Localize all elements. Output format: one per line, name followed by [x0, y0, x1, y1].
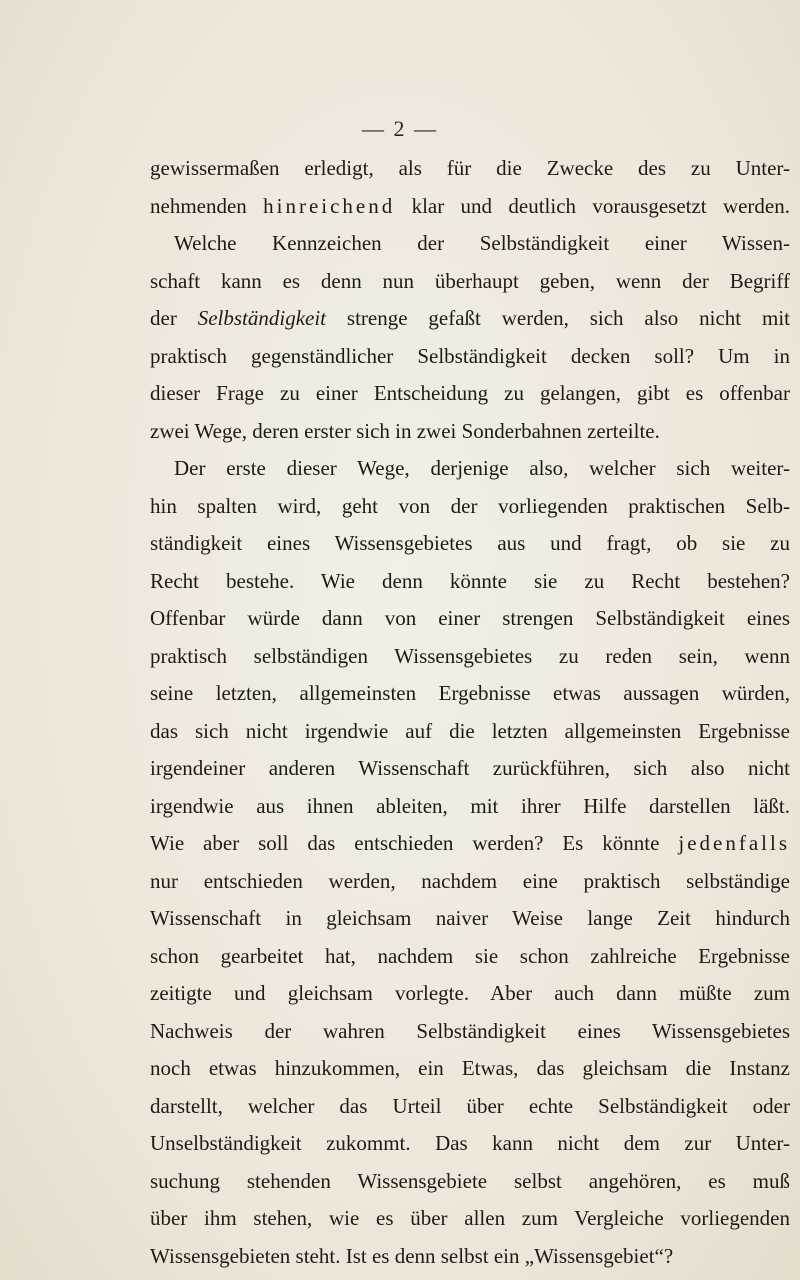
- text-line: seine letzten, allgemeinsten Ergebnisse etwas aussagen würden,: [150, 681, 790, 705]
- text-fragment: klar und deutlich vorausgesetzt werden.: [395, 193, 790, 218]
- text-line: nur entschieden werden, nachdem eine praktisch selbständige: [150, 868, 790, 893]
- text-line: Offenbar würde dann von einer strengen Selbständigkeit eines: [150, 606, 790, 630]
- text-line: darstellt, welcher das Urteil über echte Selbständigkeit oder: [150, 1093, 790, 1118]
- text-line: dieser Frage zu einer Entscheidung zu gelangen, gibt es offenbar: [150, 381, 790, 405]
- text-line: das sich nicht irgendwie auf die letzten allgemeinsten Ergebnisse: [150, 718, 790, 743]
- page-number: — 2 —: [362, 116, 438, 141]
- text-line: schaft kann es denn nun überhaupt geben, wenn der Begriff: [150, 268, 790, 293]
- body-text: [150, 150, 790, 1275]
- text-line: ständigkeit eines Wissensgebietes aus und fragt, ob sie zu: [150, 531, 790, 555]
- text-line: suchung stehenden Wissensgebiete selbst angehören, es muß: [150, 1168, 790, 1193]
- text-line: [150, 300, 790, 338]
- emphasized-word: hinreichend: [263, 193, 396, 218]
- text-line: noch etwas hinzukommen, ein Etwas, das gleichsam die Instanz: [150, 1056, 790, 1080]
- text-line: zeitigte und gleichsam vorlegte. Aber auch dann müßte zum: [150, 981, 790, 1005]
- text-line: hin spalten wird, geht von der vorliegenden praktischen Selb-: [150, 493, 790, 518]
- text-line: Unselbständigkeit zukommt. Das kann nicht dem zur Unter-: [150, 1131, 790, 1155]
- text-fragment: der: [150, 306, 198, 330]
- text-line: zwei Wege, deren erster sich in zwei Sonderbahnen zerteilte.: [150, 418, 660, 443]
- text-line: praktisch selbständigen Wissensgebietes zu reden sein, wenn: [150, 643, 790, 668]
- text-fragment: Wie aber soll das entschieden werden? Es könnte: [150, 831, 679, 855]
- text-line: gewissermaßen erledigt, als für die Zwecke des zu Unter-: [150, 156, 790, 180]
- emphasized-word: jedenfalls: [678, 831, 790, 855]
- text-line: Wissenschaft in gleichsam naiver Weise lange Zeit hindurch: [150, 906, 790, 930]
- text-fragment: nehmenden: [150, 193, 264, 218]
- text-line: irgendeiner anderen Wissenschaft zurückführen, sich also nicht: [150, 756, 790, 780]
- text-line: [150, 825, 790, 863]
- text-line: Wissensgebieten steht. Ist es denn selbst ein „Wissensgebiet“?: [150, 1243, 674, 1268]
- text-line: Nachweis der wahren Selbständigkeit eines Wissensgebietes: [150, 1018, 790, 1043]
- text-line: irgendwie aus ihnen ableiten, mit ihrer Hilfe darstellen läßt.: [150, 793, 790, 818]
- text-fragment: strenge gefaßt werden, sich also nicht mit: [326, 306, 790, 330]
- text-line: praktisch gegenständlicher Selbständigkeit decken soll? Um in: [150, 343, 790, 368]
- italic-term: Selbständigkeit: [197, 306, 327, 330]
- text-line: über ihm stehen, wie es über allen zum Vergleiche vorliegenden: [150, 1206, 790, 1230]
- text-line: Recht bestehe. Wie denn könnte sie zu Recht bestehen?: [150, 568, 790, 593]
- text-line: schon gearbeitet hat, nachdem sie schon zahlreiche Ergebnisse: [150, 943, 790, 968]
- text-line: [150, 188, 790, 226]
- text-line: Der erste dieser Wege, derjenige also, welcher sich weiter-: [174, 456, 790, 480]
- text-line: Welche Kennzeichen der Selbständigkeit einer Wissen-: [174, 231, 790, 255]
